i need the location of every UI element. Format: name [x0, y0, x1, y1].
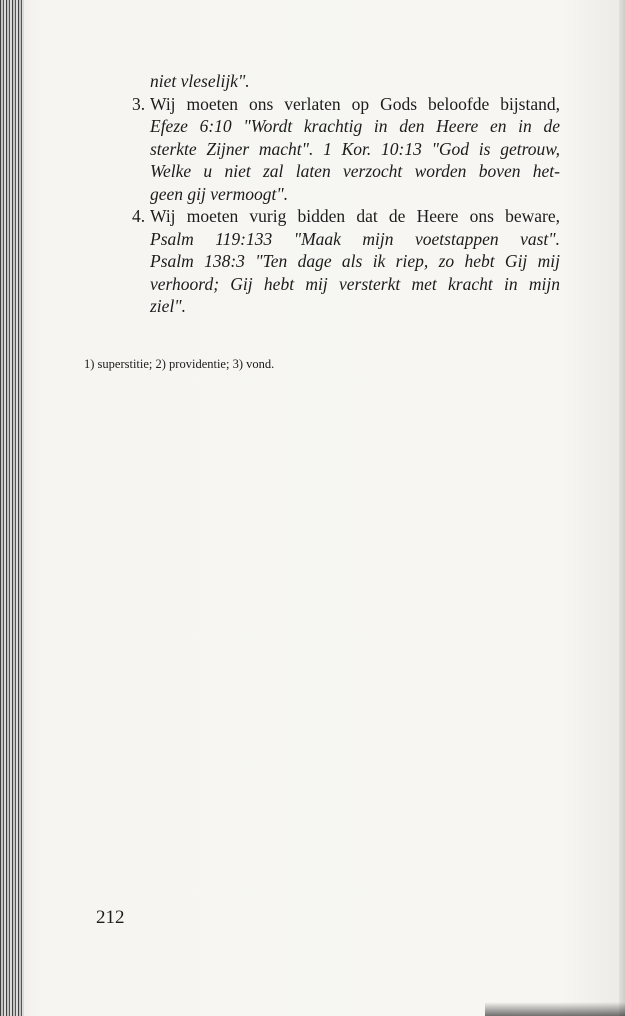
text-line: Wij moeten vurig bidden dat de Heere ons beware,: [150, 206, 560, 226]
main-text: [120, 70, 560, 318]
page-right-edge: [619, 0, 625, 1016]
text-line: Wij moeten ons verlaten op Gods beloofde bijstand,: [150, 93, 560, 114]
page-corner-shadow: [485, 1002, 625, 1016]
text-line: sterkte Zijner macht". 1 Kor. 10:13 "God is getrouw,: [150, 138, 560, 159]
footnote: 1) superstitie; 2) providentie; 3) vond.: [84, 357, 275, 371]
text-line: Psalm 119:133 "Maak mijn voetstappen vast".: [150, 228, 560, 249]
text-line: Welke u niet zal laten verzocht worden boven het-: [150, 161, 560, 181]
text-line: Efeze 6:10 "Wordt krachtig in den Heere en in de: [150, 116, 560, 136]
lead-line: niet vleselijk".: [150, 71, 250, 91]
list-item-3: [120, 93, 560, 206]
item-number: 3.: [132, 93, 146, 114]
page-number: 212: [96, 907, 125, 928]
text-line: verhoord; Gij hebt mij versterkt met kracht in mijn: [150, 273, 560, 294]
book-binding-edge: [0, 0, 24, 1016]
list-item-4: [120, 205, 560, 318]
text-line: ziel".: [150, 296, 187, 316]
text-line: geen gij vermoogt".: [150, 183, 289, 204]
item-number: 4.: [132, 206, 146, 226]
text-line: Psalm 138:3 "Ten dage als ik riep, zo hebt Gij mij: [150, 251, 560, 271]
